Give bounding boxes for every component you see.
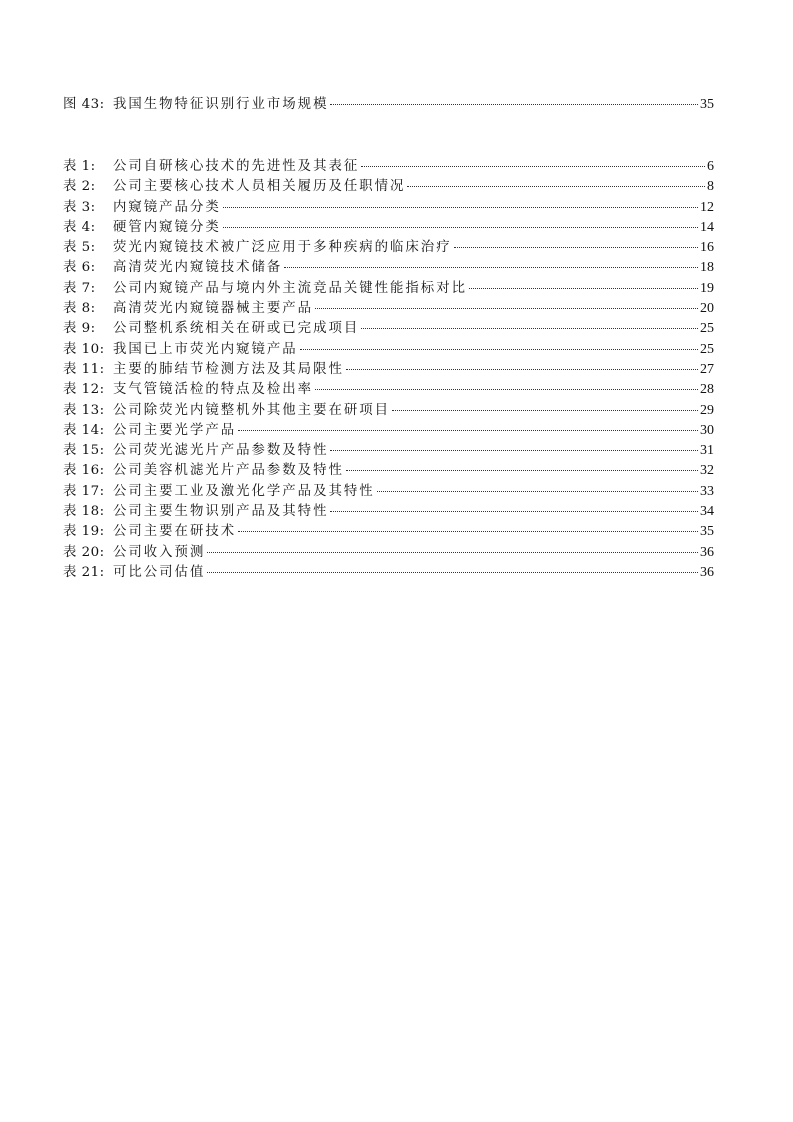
toc-dot-leader [330, 449, 698, 451]
toc-entry-page: 25 [700, 341, 714, 357]
toc-entry-title: 公司美容机滤光片产品参数及特性 [113, 463, 344, 479]
toc-entry-title: 公司主要生物识别产品及其特性 [113, 504, 329, 520]
toc-entry-label: 表 3: [63, 199, 96, 215]
toc-dot-leader [407, 185, 705, 187]
toc-entry-page: 20 [700, 301, 714, 317]
toc-dot-leader [454, 246, 698, 248]
toc-entry-title: 公司主要光学产品 [113, 422, 237, 438]
toc-entry-label: 表 1: [63, 159, 96, 174]
toc-entry-title: 我国已上市荧光内窥镜产品 [113, 341, 298, 357]
toc-dot-leader [361, 165, 705, 167]
toc-dot-leader [207, 551, 698, 553]
toc-entry-table-16[interactable] [63, 461, 714, 481]
toc-entry-title: 公司除荧光内镜整机外其他主要在研项目 [113, 402, 391, 418]
toc-dot-leader [238, 429, 698, 431]
toc-entry-title: 公司主要核心技术人员相关履历及任职情况 [113, 179, 406, 195]
toc-entry-title: 公司荧光滤光片产品参数及特性 [113, 443, 329, 459]
toc-entry-page: 31 [700, 443, 714, 459]
toc-entry-table-8[interactable] [63, 299, 714, 319]
toc-entry-table-2[interactable] [63, 177, 714, 197]
toc-entry-title: 内窥镜产品分类 [113, 199, 221, 215]
toc-entry-table-13[interactable] [63, 401, 714, 421]
toc-entry-label: 表 13: [63, 402, 105, 418]
toc-entry-label: 表 8: [63, 301, 96, 317]
figure-index [63, 95, 714, 115]
toc-entry-label: 表 16: [63, 463, 105, 479]
toc-entry-label: 表 17: [63, 483, 105, 499]
toc-entry-label: 表 4: [63, 219, 96, 235]
toc-dot-leader [300, 348, 698, 350]
toc-entry-label: 表 7: [63, 280, 96, 296]
toc-entry-title: 高清荧光内窥镜器械主要产品 [113, 301, 314, 317]
toc-entry-label: 图 43: [63, 97, 105, 112]
toc-entry-page: 18 [700, 260, 714, 276]
table-index [63, 157, 714, 583]
toc-entry-table-9[interactable] [63, 319, 714, 339]
toc-entry-label: 表 21: [63, 564, 105, 580]
toc-entry-table-6[interactable] [63, 258, 714, 278]
toc-dot-leader [223, 226, 698, 228]
toc-entry-page: 16 [700, 240, 714, 256]
toc-entry-page: 14 [700, 219, 714, 235]
toc-entry-page: 36 [700, 544, 714, 560]
toc-entry-label: 表 18: [63, 504, 105, 520]
toc-entry-title: 公司内窥镜产品与境内外主流竞品关键性能指标对比 [113, 280, 467, 296]
toc-dot-leader [346, 469, 698, 471]
toc-dot-leader [392, 409, 698, 411]
toc-entry-table-17[interactable] [63, 482, 714, 502]
toc-entry-page: 36 [700, 564, 714, 580]
toc-dot-leader [238, 530, 698, 532]
toc-entry-page: 27 [700, 361, 714, 377]
toc-dot-leader [315, 307, 698, 309]
toc-dot-leader [377, 490, 698, 492]
toc-dot-leader [346, 368, 698, 370]
toc-entry-page: 25 [700, 321, 714, 337]
toc-dot-leader [315, 388, 698, 390]
toc-entry-table-15[interactable] [63, 441, 714, 461]
toc-entry-page: 6 [707, 159, 714, 174]
toc-dot-leader [469, 287, 698, 289]
toc-entry-label: 表 15: [63, 443, 105, 459]
toc-entry-label: 表 14: [63, 422, 105, 438]
toc-entry-page: 28 [700, 382, 714, 398]
toc-dot-leader [207, 571, 698, 573]
toc-entry-table-4[interactable] [63, 218, 714, 238]
toc-entry-title: 高清荧光内窥镜技术储备 [113, 260, 283, 276]
toc-entry-table-19[interactable] [63, 522, 714, 542]
toc-entry-page: 32 [700, 463, 714, 479]
toc-entry-page: 19 [700, 280, 714, 296]
toc-entry-title: 荧光内窥镜技术被广泛应用于多种疾病的临床治疗 [113, 240, 452, 256]
toc-entry-title: 公司自研核心技术的先进性及其表征 [113, 159, 360, 174]
toc-entry-label: 表 2: [63, 179, 96, 195]
toc-dot-leader [284, 266, 698, 268]
toc-dot-leader [223, 206, 698, 208]
toc-entry-label: 表 11: [63, 361, 105, 377]
toc-entry-title: 公司收入预测 [113, 544, 206, 560]
toc-entry-label: 表 12: [63, 382, 105, 398]
toc-entry-title: 可比公司估值 [113, 564, 206, 580]
toc-entry-page: 12 [700, 199, 714, 215]
toc-entry-label: 表 5: [63, 240, 96, 256]
toc-entry-title: 公司主要在研技术 [113, 524, 237, 540]
toc-entry-page: 35 [700, 97, 714, 112]
toc-dot-leader [330, 103, 698, 105]
toc-entry-page: 8 [707, 179, 714, 195]
toc-entry-page: 34 [700, 504, 714, 520]
toc-entry-table-3[interactable] [63, 198, 714, 218]
toc-entry-page: 29 [700, 402, 714, 418]
toc-entry-title: 主要的肺结节检测方法及其局限性 [113, 361, 344, 377]
toc-entry-figure-43[interactable] [63, 95, 714, 115]
toc-entry-table-18[interactable] [63, 502, 714, 522]
toc-entry-label: 表 6: [63, 260, 96, 276]
toc-entry-title: 公司主要工业及激光化学产品及其特性 [113, 483, 375, 499]
toc-entry-table-10[interactable] [63, 340, 714, 360]
toc-dot-leader [361, 327, 698, 329]
toc-entry-title: 我国生物特征识别行业市场规模 [113, 97, 329, 112]
toc-entry-label: 表 9: [63, 321, 96, 337]
toc-entry-table-5[interactable] [63, 238, 714, 258]
toc-entry-label: 表 19: [63, 524, 105, 540]
toc-entry-label: 表 10: [63, 341, 105, 357]
toc-entry-table-14[interactable] [63, 421, 714, 441]
toc-entry-page: 33 [700, 483, 714, 499]
toc-entry-table-7[interactable] [63, 279, 714, 299]
toc-entry-title: 支气管镜活检的特点及检出率 [113, 382, 314, 398]
toc-entry-table-1[interactable] [63, 157, 714, 177]
toc-dot-leader [330, 510, 698, 512]
toc-entry-table-12[interactable] [63, 380, 714, 400]
toc-entry-label: 表 20: [63, 544, 105, 560]
toc-entry-table-11[interactable] [63, 360, 714, 380]
toc-entry-title: 公司整机系统相关在研或已完成项目 [113, 321, 360, 337]
toc-entry-table-21[interactable] [63, 563, 714, 583]
toc-entry-title: 硬管内窥镜分类 [113, 219, 221, 235]
toc-entry-table-20[interactable] [63, 543, 714, 563]
toc-entry-page: 35 [700, 524, 714, 540]
toc-entry-page: 30 [700, 422, 714, 438]
